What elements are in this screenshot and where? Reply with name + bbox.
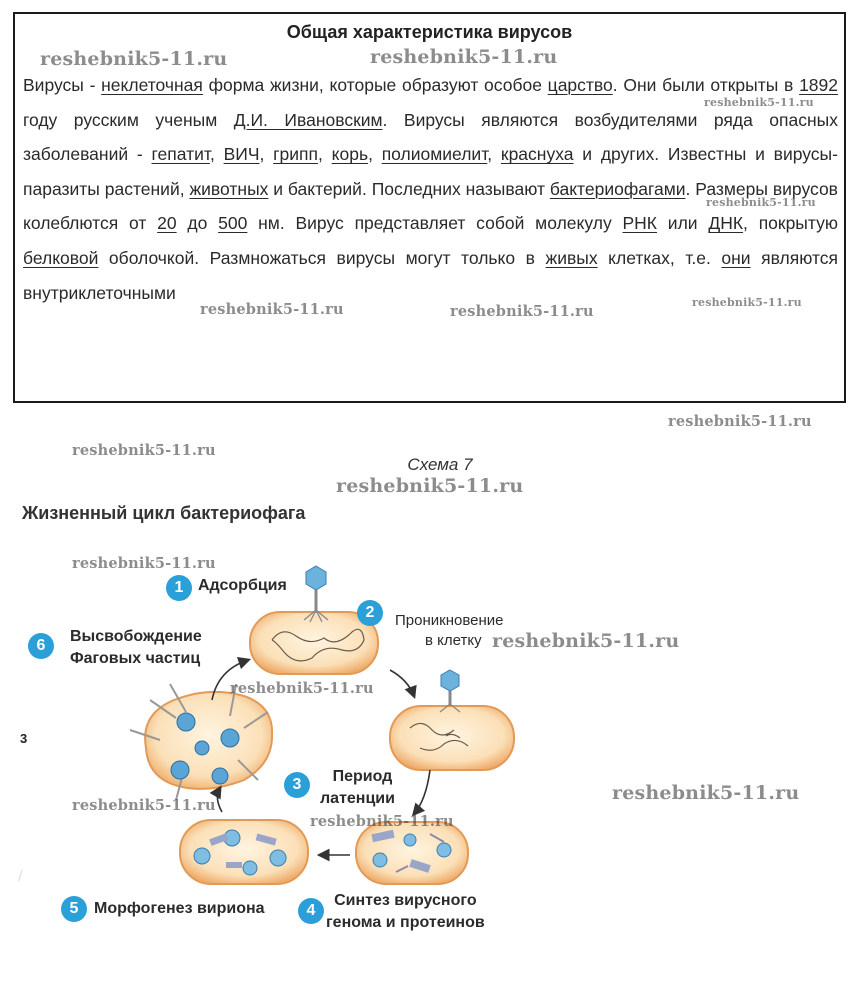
watermark: reshebnik5-11.ru xyxy=(492,630,680,652)
underlined-term: белковой xyxy=(23,247,99,268)
cell-synthesis xyxy=(356,822,468,884)
underlined-term: грипп xyxy=(273,144,318,165)
watermark: reshebnik5-11.ru xyxy=(72,442,216,459)
text-segment: . Вирусы являются возбудителями ряда опасных заболеваний - xyxy=(23,109,838,165)
text-segment: году русским ученым xyxy=(23,109,234,130)
text-segment: нм. Вирус представляет собой молекулу xyxy=(247,213,623,234)
watermark: reshebnik5-11.ru xyxy=(200,301,344,318)
watermark: reshebnik5-11.ru xyxy=(704,96,814,109)
underlined-term: живых xyxy=(545,247,598,268)
text-segment: и бактерий. Последних называют xyxy=(268,178,550,199)
stage-line: Фаговых частиц xyxy=(70,650,201,667)
stage-label xyxy=(70,626,202,670)
stage-line: генома и протеинов xyxy=(326,914,485,931)
text-segment: , xyxy=(259,144,274,165)
underlined-term: они xyxy=(721,247,751,268)
underlined-term: 20 xyxy=(157,213,177,234)
stage-label xyxy=(326,890,485,934)
watermark: reshebnik5-11.ru xyxy=(612,782,800,804)
text-segment: или xyxy=(657,213,709,234)
underlined-term: 500 xyxy=(218,213,248,234)
text-segment: , xyxy=(487,144,501,165)
text-segment: являются внутриклеточными xyxy=(23,247,838,303)
watermark: reshebnik5-11.ru xyxy=(72,555,216,572)
underlined-term: животных xyxy=(189,178,269,199)
text-segment: , покрытую xyxy=(743,213,838,234)
stage-badge: 2 xyxy=(357,600,383,626)
watermark: reshebnik5-11.ru xyxy=(706,196,816,209)
underlined-term: ВИЧ xyxy=(223,144,260,165)
underlined-term: 1892 xyxy=(799,75,838,95)
text-segment: Вирусы - xyxy=(23,75,102,95)
text-segment: клетках, т.е. xyxy=(597,247,722,268)
stage-badge: 4 xyxy=(298,898,324,924)
stage-label xyxy=(94,898,265,920)
watermark: reshebnik5-11.ru xyxy=(230,680,374,697)
box-title: Общая характеристика вирусов xyxy=(286,22,573,42)
underlined-term: бактериофагами xyxy=(549,178,686,199)
stage-line: в клетку xyxy=(425,632,482,649)
stage-badge: 1 xyxy=(166,575,192,601)
watermark: reshebnik5-11.ru xyxy=(692,296,802,309)
watermark: reshebnik5-11.ru xyxy=(668,413,812,430)
underlined-term: ДНК xyxy=(708,213,744,234)
stage-line: латенции xyxy=(320,790,395,807)
stage-line: Адсорбция xyxy=(198,577,287,594)
cell-morphogenesis xyxy=(180,820,308,884)
scheme-label: Схема 7 xyxy=(407,455,473,474)
watermark: reshebnik5-11.ru xyxy=(310,813,454,830)
stage-line: Проникновение xyxy=(395,612,504,629)
stage-badge: 6 xyxy=(28,633,54,659)
underlined-term: гепатит xyxy=(151,144,210,165)
stage-badge: 3 xyxy=(284,772,310,798)
stage-label xyxy=(320,766,395,810)
underlined-term: РНК xyxy=(622,213,657,234)
text-segment: оболочкой. Размножаться вирусы могут только в xyxy=(98,247,546,268)
underlined-term: краснуха xyxy=(500,144,574,165)
text-segment: форма жизни, которые образуют особое xyxy=(202,75,548,95)
stage-label xyxy=(395,611,503,651)
text-segment: , xyxy=(317,144,332,165)
text-segment: , xyxy=(368,144,382,165)
watermark: reshebnik5-11.ru xyxy=(336,475,524,497)
cell-release xyxy=(130,684,272,800)
side-number: 3 xyxy=(20,731,28,746)
underlined-term: полиомиелит xyxy=(381,144,488,165)
stage-line: Синтез вирусного xyxy=(334,892,477,909)
faded-mark: / xyxy=(18,868,23,884)
stage-label xyxy=(198,575,287,597)
text-segment: и других. Известны и вирусы-паразиты растений, xyxy=(23,144,838,199)
underlined-term: Д.И. Ивановским xyxy=(233,109,383,130)
watermark: reshebnik5-11.ru xyxy=(40,48,228,70)
stage-line: Период xyxy=(332,768,393,785)
text-segment: , xyxy=(209,144,224,165)
underlined-term: корь xyxy=(331,144,369,165)
diagram-title: Жизненный цикл бактериофага xyxy=(22,503,306,523)
text-segment: . Они были открыты в xyxy=(612,75,800,95)
watermark: reshebnik5-11.ru xyxy=(450,303,594,320)
watermark: reshebnik5-11.ru xyxy=(72,797,216,814)
underlined-term: царство xyxy=(547,75,613,95)
text-segment: . Размеры вирусов колеблются от xyxy=(23,178,838,234)
stage-line: Высвобождение xyxy=(70,628,202,645)
watermark: reshebnik5-11.ru xyxy=(370,46,558,68)
stage-line: Морфогенез вириона xyxy=(94,900,265,917)
stage-badge: 5 xyxy=(61,896,87,922)
underlined-term: неклеточная xyxy=(101,75,203,95)
text-segment: до xyxy=(176,213,219,234)
